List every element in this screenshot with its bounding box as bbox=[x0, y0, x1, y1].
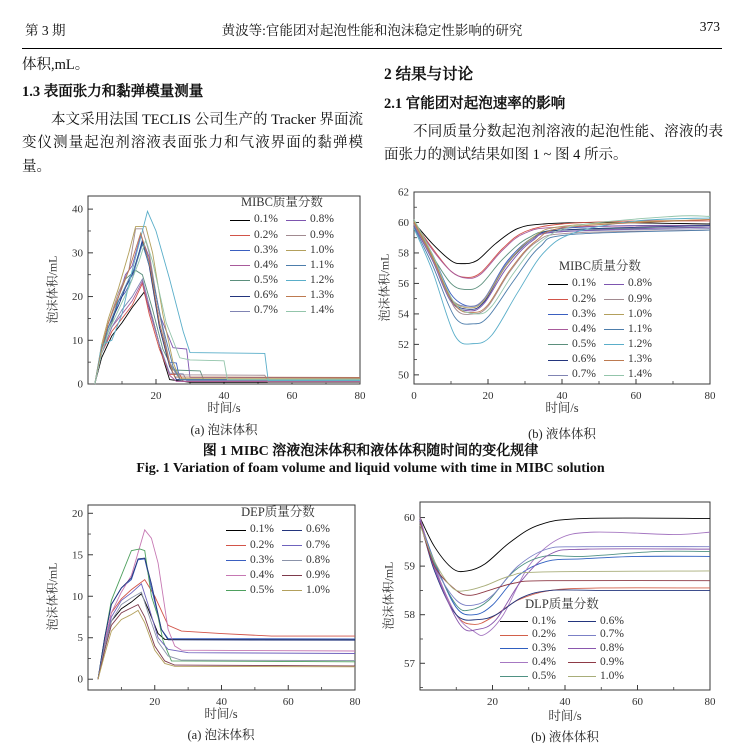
legend-label: 0.5% bbox=[250, 584, 274, 597]
legend-label: 0.7% bbox=[572, 368, 596, 381]
legend-item bbox=[230, 243, 278, 258]
x-axis-label: 时间/s bbox=[204, 707, 238, 721]
legend-item bbox=[548, 368, 596, 383]
svg-text:60: 60 bbox=[632, 696, 643, 708]
legend-item bbox=[282, 583, 330, 598]
svg-text:56: 56 bbox=[398, 277, 409, 290]
legend-item bbox=[548, 352, 596, 367]
legend-item bbox=[604, 322, 652, 337]
svg-text:10: 10 bbox=[72, 590, 83, 603]
mibc-liquid-legend bbox=[548, 260, 652, 383]
svg-text:40: 40 bbox=[216, 696, 227, 708]
svg-text:20: 20 bbox=[482, 390, 494, 402]
legend-item bbox=[230, 228, 278, 243]
journal-issue: 第 3 期 bbox=[25, 23, 66, 38]
subfigure-caption-b: (b) 液体体积 bbox=[528, 427, 596, 441]
legend-line-swatch bbox=[548, 329, 568, 330]
legend-line-swatch bbox=[548, 375, 568, 376]
legend-label: 1.4% bbox=[627, 368, 652, 381]
legend-line-swatch bbox=[604, 299, 624, 300]
legend-line-swatch bbox=[548, 360, 568, 361]
legend-item bbox=[286, 213, 334, 228]
legend-item bbox=[286, 258, 334, 273]
y-axis-label: 泡沫体积/mL bbox=[381, 561, 396, 630]
legend-label: 0.5% bbox=[254, 274, 278, 287]
legend-line-swatch bbox=[226, 545, 246, 546]
legend-item bbox=[226, 568, 274, 583]
legend-line-swatch bbox=[282, 560, 302, 561]
legend-label: 0.1% bbox=[532, 614, 556, 627]
legend-label: 0.7% bbox=[599, 628, 624, 641]
legend-label: 0.9% bbox=[305, 568, 330, 581]
legend-line-swatch bbox=[226, 560, 246, 561]
legend-title: MIBC质量分数 bbox=[240, 195, 323, 209]
legend-line-swatch bbox=[568, 648, 596, 649]
svg-text:20: 20 bbox=[487, 696, 498, 708]
subfigure-caption-a: (a) 泡沫体积 bbox=[190, 423, 258, 437]
svg-text:20: 20 bbox=[149, 696, 161, 708]
legend-item bbox=[604, 352, 652, 367]
legend-line-swatch bbox=[230, 235, 250, 236]
svg-text:0: 0 bbox=[77, 673, 83, 686]
legend-label: 0.3% bbox=[532, 642, 556, 655]
legend-label: 0.8% bbox=[305, 553, 330, 566]
legend-item bbox=[604, 292, 652, 307]
svg-text:15: 15 bbox=[72, 549, 83, 562]
svg-text:40: 40 bbox=[72, 203, 83, 216]
section-1-3-paragraph: 本文采用法国 TECLIS 公司生产的 Tracker 界面流变仪测量起泡剂溶液表面张力和气液界面的黏弹模量。 bbox=[22, 111, 363, 175]
legend-line-swatch bbox=[500, 621, 528, 622]
page-header bbox=[22, 16, 722, 49]
figure1-caption-zh: 图 1 MIBC 溶液泡沫体积和液体体积随时间的变化规律 bbox=[202, 444, 539, 459]
svg-text:20: 20 bbox=[72, 291, 83, 304]
legend-item bbox=[230, 213, 278, 228]
legend-line-swatch bbox=[230, 265, 250, 266]
mibc-foam-legend bbox=[230, 196, 334, 319]
legend-line-swatch bbox=[568, 662, 596, 663]
legend-line-swatch bbox=[226, 575, 246, 576]
svg-text:58: 58 bbox=[404, 609, 415, 622]
legend-label: 1.3% bbox=[627, 353, 652, 366]
x-axis-label: 时间/s bbox=[207, 401, 241, 415]
legend-line-swatch bbox=[604, 360, 624, 361]
legend-label: 0.6% bbox=[599, 614, 624, 627]
svg-text:57: 57 bbox=[404, 657, 415, 670]
dlp-liquid-volume-chart bbox=[374, 494, 726, 743]
legend-item bbox=[568, 642, 624, 656]
svg-text:0: 0 bbox=[77, 378, 83, 391]
legend-label: 0.8% bbox=[599, 642, 624, 655]
subfigure-caption-a2: (a) 泡沫体积 bbox=[187, 728, 255, 742]
legend-line-swatch bbox=[604, 284, 624, 285]
subfigure-caption-b2: (b) 液体体积 bbox=[531, 730, 599, 743]
legend-label: 1.0% bbox=[627, 307, 652, 320]
legend-item bbox=[568, 670, 624, 684]
section-2-1-paragraph: 不同质量分数起泡剂溶液的起泡性能、溶液的表面张力的测试结果如图 1 ~ 图 4 所示。 bbox=[384, 123, 723, 164]
paragraph-continuation: 体积,mL。 bbox=[22, 57, 90, 73]
svg-text:30: 30 bbox=[72, 247, 83, 260]
legend-label: 0.9% bbox=[309, 228, 334, 241]
legend-title: DEP质量分数 bbox=[241, 505, 315, 519]
svg-text:60: 60 bbox=[404, 512, 415, 525]
legend-item bbox=[226, 553, 274, 568]
dep-foam-legend bbox=[226, 506, 330, 598]
legend-item bbox=[604, 277, 652, 292]
legend-line-swatch bbox=[568, 635, 596, 636]
legend-label: 0.6% bbox=[572, 353, 596, 366]
dlp-liquid-legend bbox=[500, 598, 624, 683]
legend-label: 0.2% bbox=[250, 538, 274, 551]
legend-line-swatch bbox=[282, 590, 302, 591]
legend-line-swatch bbox=[604, 344, 624, 345]
legend-title: DLP质量分数 bbox=[525, 597, 599, 611]
legend-label: 1.0% bbox=[305, 584, 330, 597]
legend-line-swatch bbox=[230, 296, 250, 297]
svg-text:62: 62 bbox=[398, 186, 409, 199]
legend-item bbox=[282, 568, 330, 583]
right-column bbox=[384, 54, 723, 168]
legend-title: MIBC质量分数 bbox=[558, 259, 641, 273]
legend-item bbox=[286, 243, 334, 258]
legend-line-swatch bbox=[230, 250, 250, 251]
y-axis-label: 泡沫体积/mL bbox=[377, 253, 392, 322]
left-column bbox=[22, 54, 363, 179]
svg-text:60: 60 bbox=[398, 216, 409, 229]
legend-label: 0.4% bbox=[254, 258, 278, 271]
legend-item bbox=[604, 368, 652, 383]
section-heading-2: 2 结果与讨论 bbox=[384, 66, 474, 83]
svg-text:80: 80 bbox=[704, 696, 716, 708]
dep-foam-volume-chart bbox=[38, 494, 372, 743]
section-heading-1-3: 1.3 表面张力和黏弹模量测量 bbox=[22, 84, 204, 101]
legend-item bbox=[568, 628, 624, 642]
svg-text:0: 0 bbox=[411, 390, 417, 402]
legend-item bbox=[548, 322, 596, 337]
legend-line-swatch bbox=[500, 648, 528, 649]
legend-line-swatch bbox=[286, 296, 306, 297]
legend-item bbox=[282, 553, 330, 568]
legend-label: 0.3% bbox=[254, 243, 278, 256]
legend-label: 0.4% bbox=[572, 322, 596, 335]
y-axis-label: 泡沫体积/mL bbox=[45, 255, 60, 324]
legend-item bbox=[230, 288, 278, 303]
legend-item bbox=[286, 228, 334, 243]
page-number: 373 bbox=[699, 19, 720, 34]
legend-label: 1.2% bbox=[627, 338, 652, 351]
legend-line-swatch bbox=[286, 235, 306, 236]
legend-label: 0.5% bbox=[532, 669, 556, 682]
legend-line-swatch bbox=[548, 314, 568, 315]
legend-label: 1.2% bbox=[309, 274, 334, 287]
legend-item bbox=[548, 337, 596, 352]
legend-line-swatch bbox=[604, 329, 624, 330]
legend-label: 0.3% bbox=[572, 307, 596, 320]
legend-label: 0.6% bbox=[254, 289, 278, 302]
svg-text:80: 80 bbox=[349, 696, 361, 708]
figure1-caption-en: Fig. 1 Variation of foam volume and liquid volume with time in MIBC solution bbox=[136, 461, 605, 476]
legend-item bbox=[226, 538, 274, 553]
svg-text:60: 60 bbox=[630, 390, 642, 402]
legend-item bbox=[500, 656, 556, 670]
svg-text:10: 10 bbox=[72, 334, 83, 347]
legend-line-swatch bbox=[230, 311, 250, 312]
legend-label: 0.7% bbox=[254, 304, 278, 317]
legend-item bbox=[604, 307, 652, 322]
legend-label: 0.1% bbox=[254, 213, 278, 226]
legend-item bbox=[226, 523, 274, 538]
legend-item bbox=[548, 277, 596, 292]
legend-line-swatch bbox=[604, 314, 624, 315]
svg-text:80: 80 bbox=[704, 390, 716, 402]
legend-line-swatch bbox=[604, 375, 624, 376]
legend-item bbox=[230, 304, 278, 319]
mibc-foam-volume-chart bbox=[38, 184, 372, 444]
legend-line-swatch bbox=[568, 676, 596, 677]
y-axis-label: 泡沫体积/mL bbox=[45, 562, 60, 631]
legend-item bbox=[230, 258, 278, 273]
legend-item bbox=[568, 656, 624, 670]
legend-label: 0.4% bbox=[250, 568, 274, 581]
svg-text:50: 50 bbox=[398, 369, 409, 382]
legend-line-swatch bbox=[500, 662, 528, 663]
legend-line-swatch bbox=[286, 311, 306, 312]
legend-line-swatch bbox=[286, 280, 306, 281]
svg-text:52: 52 bbox=[398, 338, 409, 351]
legend-item bbox=[500, 670, 556, 684]
legend-label: 0.2% bbox=[532, 628, 556, 641]
legend-item bbox=[286, 273, 334, 288]
legend-label: 0.2% bbox=[254, 228, 278, 241]
legend-line-swatch bbox=[548, 284, 568, 285]
legend-item bbox=[286, 304, 334, 319]
legend-item bbox=[282, 523, 330, 538]
x-axis-label: 时间/s bbox=[548, 709, 582, 723]
svg-text:20: 20 bbox=[150, 390, 162, 402]
svg-text:59: 59 bbox=[404, 560, 415, 573]
legend-item bbox=[500, 628, 556, 642]
legend-line-swatch bbox=[548, 299, 568, 300]
svg-text:5: 5 bbox=[77, 632, 83, 645]
legend-item bbox=[548, 307, 596, 322]
legend-line-swatch bbox=[568, 621, 596, 622]
legend-line-swatch bbox=[282, 575, 302, 576]
legend-line-swatch bbox=[226, 530, 246, 531]
legend-line-swatch bbox=[500, 676, 528, 677]
svg-text:40: 40 bbox=[559, 696, 571, 708]
legend-item bbox=[568, 615, 624, 629]
svg-text:80: 80 bbox=[354, 390, 366, 402]
legend-label: 0.3% bbox=[250, 553, 274, 566]
legend-line-swatch bbox=[286, 220, 306, 221]
legend-item bbox=[286, 288, 334, 303]
mibc-liquid-volume-chart bbox=[374, 180, 726, 444]
legend-label: 1.1% bbox=[309, 258, 334, 271]
legend-item bbox=[230, 273, 278, 288]
legend-line-swatch bbox=[282, 530, 302, 531]
svg-text:58: 58 bbox=[398, 247, 409, 260]
svg-text:20: 20 bbox=[72, 507, 83, 520]
legend-line-swatch bbox=[226, 590, 246, 591]
legend-line-swatch bbox=[230, 220, 250, 221]
svg-text:40: 40 bbox=[218, 390, 230, 402]
legend-label: 0.8% bbox=[309, 213, 334, 226]
legend-label: 0.8% bbox=[627, 277, 652, 290]
legend-item bbox=[226, 583, 274, 598]
legend-label: 0.1% bbox=[572, 277, 596, 290]
legend-line-swatch bbox=[286, 250, 306, 251]
legend-line-swatch bbox=[230, 280, 250, 281]
legend-label: 1.0% bbox=[309, 243, 334, 256]
legend-label: 0.5% bbox=[572, 338, 596, 351]
legend-label: 1.0% bbox=[599, 669, 624, 682]
legend-label: 1.1% bbox=[627, 322, 652, 335]
legend-label: 0.9% bbox=[627, 292, 652, 305]
legend-line-swatch bbox=[548, 344, 568, 345]
legend-label: 0.7% bbox=[305, 538, 330, 551]
legend-label: 0.6% bbox=[305, 523, 330, 536]
legend-label: 0.1% bbox=[250, 523, 274, 536]
section-heading-2-1: 2.1 官能团对起泡速率的影响 bbox=[384, 96, 566, 113]
legend-label: 0.9% bbox=[599, 656, 624, 669]
legend-item bbox=[500, 615, 556, 629]
legend-item bbox=[604, 337, 652, 352]
legend-item bbox=[548, 292, 596, 307]
running-title: 黄波等:官能团对起泡性能和泡沫稳定性影响的研究 bbox=[221, 23, 523, 38]
legend-line-swatch bbox=[286, 265, 306, 266]
legend-label: 1.3% bbox=[309, 289, 334, 302]
x-axis-label: 时间/s bbox=[545, 401, 579, 415]
svg-text:40: 40 bbox=[556, 390, 568, 402]
legend-label: 0.4% bbox=[532, 656, 556, 669]
legend-label: 0.2% bbox=[572, 292, 596, 305]
svg-text:60: 60 bbox=[286, 390, 298, 402]
legend-line-swatch bbox=[282, 545, 302, 546]
legend-item bbox=[500, 642, 556, 656]
svg-text:54: 54 bbox=[398, 308, 409, 321]
legend-label: 1.4% bbox=[309, 304, 334, 317]
svg-text:60: 60 bbox=[282, 696, 294, 708]
legend-line-swatch bbox=[500, 635, 528, 636]
legend-item bbox=[282, 538, 330, 553]
